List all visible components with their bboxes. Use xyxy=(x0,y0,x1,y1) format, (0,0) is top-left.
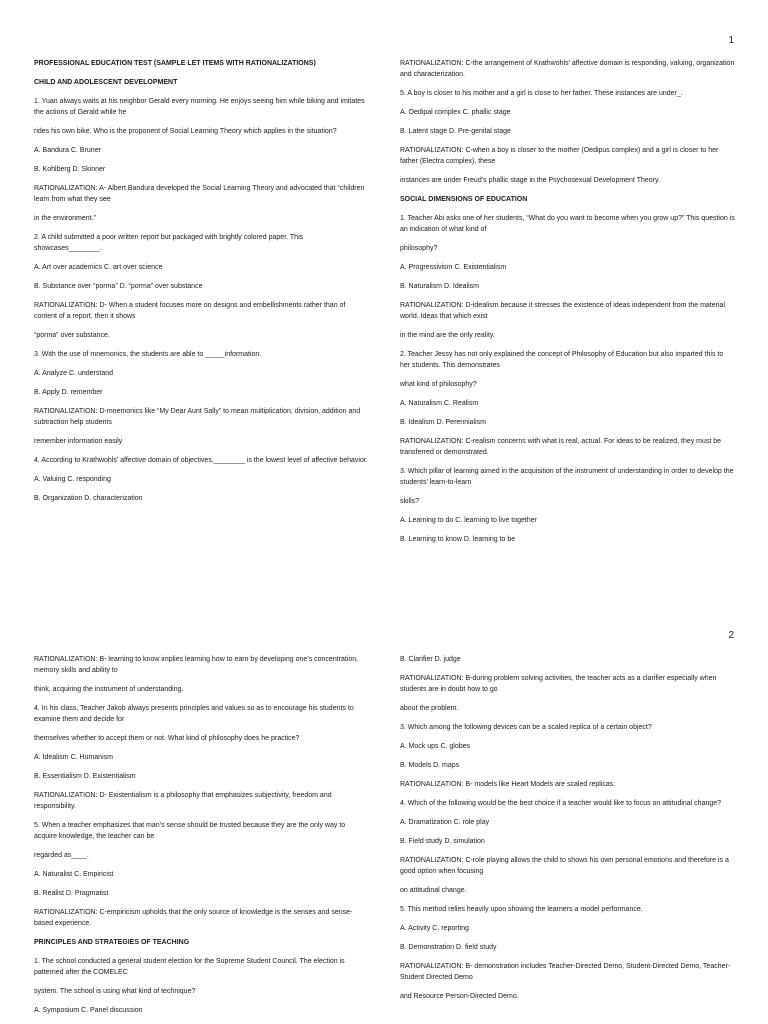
paragraph: A. Naturalism C. Realism xyxy=(400,400,479,407)
paragraph: 4. Which of the following would be the best choice if a teacher would like to focus on attitudinal change? xyxy=(400,800,722,807)
paragraph: about the problem. xyxy=(400,705,459,712)
section-heading: SOCIAL DIMENSIONS OF EDUCATION xyxy=(400,196,528,203)
paragraph: RATIONALIZATION: B- learning to know implies learning how to earn by developing one’s concentration, memory skills and ability to xyxy=(34,656,359,674)
paragraph: RATIONALIZATION: B-during problem solving activities, the teacher acts as a clarifier especially when students are in doubt how to go xyxy=(400,675,717,693)
paragraph: 5. A boy is closer to his mother and a girl is close to her father. These instances are under_. xyxy=(400,90,683,97)
paragraph: RATIONALIZATION: B- demonstration includes Teacher-Directed Demo, Student-Directed Demo, Teacher-Student Directed Demo xyxy=(400,963,731,981)
paragraph: B. Latent stage D. Pre-genital stage xyxy=(400,128,511,135)
section-heading: PROFESSIONAL EDUCATION TEST (SAMPLE LET ITEMS WITH RATIONALIZATIONS) xyxy=(34,60,316,67)
section-heading: PRINCIPLES AND STRATEGIES OF TEACHING xyxy=(34,939,190,946)
paragraph: A. Naturalist C. Empiricist xyxy=(34,871,114,878)
paragraph: remember information easily xyxy=(34,438,123,445)
paragraph: RATIONALIZATION: C-empiricism upholds that the only source of knowledge is the senses and sense-based experience. xyxy=(34,909,353,927)
paragraph: 4. According to Krathwohls’ affective domain of objectives,________ is the lowest level of affective behavior. xyxy=(34,457,368,464)
paragraph: B. Substance over “porma” D. “porma” over substance xyxy=(34,283,203,290)
paragraph: B. Models D. maps xyxy=(400,762,460,769)
paragraph: 3. Which pillar of learning aimed in the acquisition of the instrument of understanding in order to develop the students’ learn-to-learn xyxy=(400,468,734,486)
paragraph: RATIONALIZATION: C-role playing allows the child to shows his own personal emotions and therefore is a good option when focusing xyxy=(400,857,729,875)
paragraph: RATIONALIZATION: C-realism concerns with what is real, actual. For ideas to be realized, they must be transferred or demonstrated. xyxy=(400,438,722,456)
paragraph: 1. Teacher Abi asks one of her students, “What do you want to become when you grow up?” This question is an indication of what kind of xyxy=(400,215,735,233)
paragraph: 4. In his class, Teacher Jakob always presents principles and values so as to encourage his students to examine them and decide for xyxy=(34,705,354,723)
paragraph: RATIONALIZATION: A- Albert Bandura developed the Social Learning Theory and advocated that “children learn from what they see xyxy=(34,185,365,203)
paragraph: and Resource Person-Directed Demo. xyxy=(400,993,519,1000)
page-number: 1 xyxy=(728,35,734,46)
paragraph: A. Valuing C. responding xyxy=(34,476,111,483)
section-heading: CHILD AND ADOLESCENT DEVELOPMENT xyxy=(34,79,178,86)
paragraph: B. Realist D. Pragmatist xyxy=(34,890,109,897)
paragraph: philosophy? xyxy=(400,245,438,252)
paragraph: 1. Yuan always waits at his neighbor Gerald every morning. He enjoys seeing him while biking and imitates the actions of Gerald while he xyxy=(34,98,365,116)
paragraph: B. Essentialism D. Existentialism xyxy=(34,773,136,780)
paragraph: B. Clarifier D. judge xyxy=(400,656,461,663)
paragraph: A. Activity C. reporting xyxy=(400,925,469,932)
paragraph: A. Art over academics C. art over science xyxy=(34,264,163,271)
paragraph: A. Mock ups C. globes xyxy=(400,743,471,750)
page-number: 2 xyxy=(728,630,734,641)
paragraph: RATIONALIZATION: D-mnemonics like “My Dear Aunt Sally” to mean multiplication, division, addition and subtraction help students xyxy=(34,408,361,426)
paragraph: on attitudinal change. xyxy=(400,887,467,894)
paragraph: themselves whether to accept them or not. What kind of philosophy does he practice? xyxy=(34,735,300,742)
paragraph: rides his own bike. Who is the proponent of Social Learning Theory which applies in the situation? xyxy=(34,128,337,135)
paragraph: 1. The school conducted a general student election for the Supreme Student Council. The election is patterned after the COMELEC xyxy=(34,958,345,976)
document-page-2 xyxy=(0,610,768,1024)
paragraph: A. Learning to do C. learning to live together xyxy=(400,517,537,524)
paragraph: RATIONALIZATION: C-the arrangement of Krathwohls’ affective domain is responding, valuing, organization and characterization. xyxy=(400,60,735,78)
paragraph: B. Learning to know D. learning to be xyxy=(400,536,516,543)
paragraph: RATIONALIZATION: D- When a student focuses more on designs and embellishments rather than of content of a report, then it shows xyxy=(34,302,346,320)
paragraph: B. Kohlberg D. Skinner xyxy=(34,166,106,173)
paragraph: 2. Teacher Jessy has not only explained the concept of Philosophy of Education but also imparted this to her students. This demonstrates xyxy=(400,351,724,369)
paragraph: B. Field study D. simulation xyxy=(400,838,485,845)
paragraph: B. Demonstration D. field study xyxy=(400,944,497,951)
left-column xyxy=(34,654,369,1024)
paragraph: system. The school is using what kind of technique? xyxy=(34,988,196,995)
paragraph: RATIONALIZATION: D- Existentialism is a philosophy that emphasizes subjectivity, freedom and responsibility. xyxy=(34,792,332,810)
paragraph: regarded as____. xyxy=(34,852,89,859)
paragraph: RATIONALIZATION: D-idealism because it stresses the existence of ideas independent from the material world. Ideas that which exist xyxy=(400,302,725,320)
paragraph: B. Organization D. characterization xyxy=(34,495,143,502)
paragraph: A. Oedipal complex C. phallic stage xyxy=(400,109,511,116)
paragraph: in the mind are the only reality. xyxy=(400,332,495,339)
right-column xyxy=(400,58,735,553)
paragraph: RATIONALIZATION: B- models like Heart Models are scaled replicas. xyxy=(400,781,616,788)
paragraph: A. Bandura C. Bruner xyxy=(34,147,101,154)
paragraph: “porma” over substance. xyxy=(34,332,110,339)
paragraph: B. Apply D. remember xyxy=(34,389,103,396)
paragraph: think, acquiring the instrument of understanding. xyxy=(34,686,184,693)
right-column xyxy=(400,654,735,1010)
paragraph: A. Idealism C. Humanism xyxy=(34,754,113,761)
paragraph: A. Symposium C. Panel discussion xyxy=(34,1007,143,1014)
paragraph: A. Analyze C. understand xyxy=(34,370,113,377)
left-column xyxy=(34,58,369,512)
paragraph: B. Idealism D. Perennialism xyxy=(400,419,486,426)
paragraph: A. Dramatization C. role play xyxy=(400,819,490,826)
paragraph: B. Naturalism D. Idealism xyxy=(400,283,479,290)
paragraph: in the environment.” xyxy=(34,215,96,222)
paragraph: skills? xyxy=(400,498,420,505)
paragraph: 3. Which among the following devices can be a scaled replica of a certain object? xyxy=(400,724,652,731)
paragraph: A. Progressivism C. Existentialism xyxy=(400,264,507,271)
paragraph: 5. This method relies heavily upon showing the learners a model performance. xyxy=(400,906,643,913)
paragraph: 2. A child submitted a poor written report but packaged with brightly colored paper. This showcases________. xyxy=(34,234,304,252)
paragraph: RATIONALIZATION: C-when a boy is closer to the mother (Oedipus complex) and a girl is closer to her father (Electra complex), these xyxy=(400,147,719,165)
paragraph: what kind of philosophy? xyxy=(400,381,477,388)
paragraph: instances are under Freud’s phallic stage in the Psychosexual Development Theory. xyxy=(400,177,660,184)
paragraph: 3. With the use of mnemonics, the students are able to _____information. xyxy=(34,351,262,358)
paragraph: 5. When a teacher emphasizes that man’s sense should be trusted because they are the only way to acquire knowledge, the teacher can be xyxy=(34,822,346,840)
